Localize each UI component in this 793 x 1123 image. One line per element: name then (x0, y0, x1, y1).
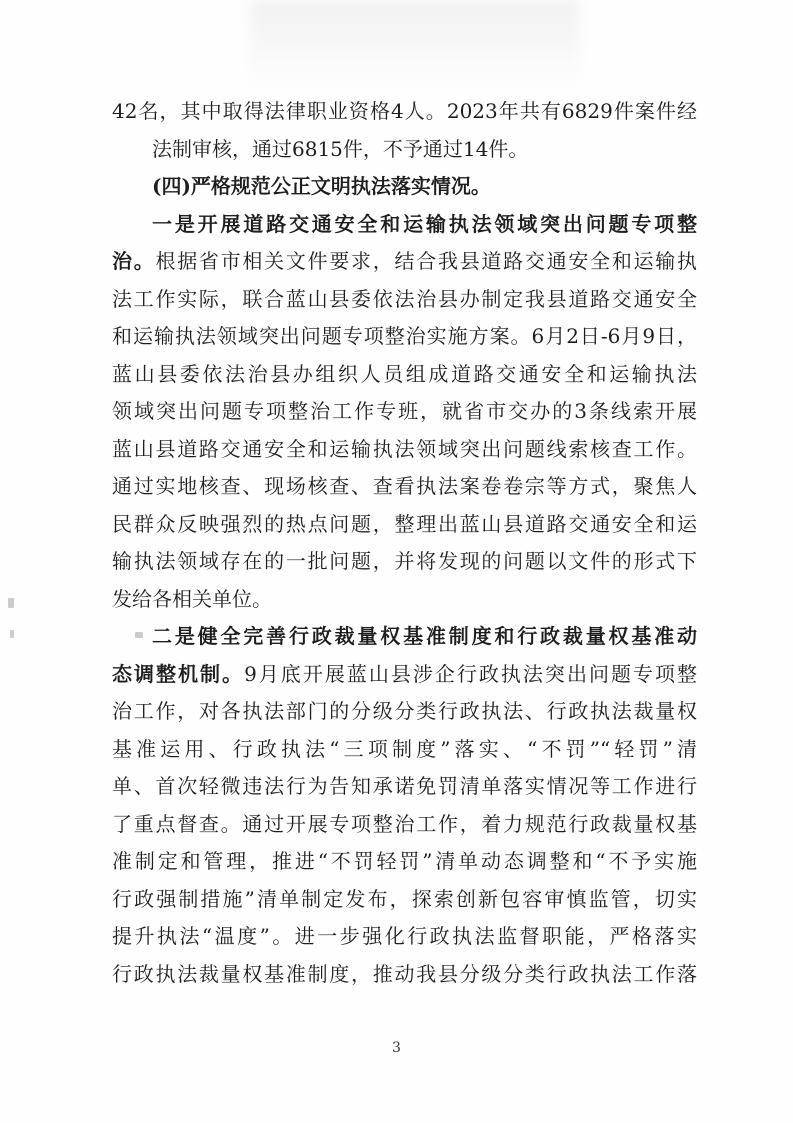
text-line: 和运输执法领域突出问题专项整治实施方案。6月2日-6月9日， (112, 324, 697, 348)
text-line: 提升执法“温度”。进一步强化行政执法监督职能，严格落实 (112, 924, 697, 948)
text-line: 法制审核，通过6815件，不予通过14件。 (152, 136, 529, 161)
text-line: 蓝山县委依法治县办组织人员组成道路交通安全和运输执法 (112, 361, 697, 386)
text-line: 蓝山县道路交通安全和运输执法领域突出问题线索核查工作。 (112, 436, 697, 461)
paragraph-lead: 治。 (112, 249, 156, 273)
text-line (112, 656, 697, 694)
text-line: 基准运用、行政执法“三项制度”落实、“不罚”“轻罚”清 (112, 736, 697, 761)
section-heading: (四)严格规范公正文明执法落实情况。 (152, 174, 491, 198)
scan-bleed-through (250, 0, 580, 90)
scan-speck (8, 598, 14, 608)
text-line: 行政强制措施”清单制定发布，探索创新包容审慎监管，切实 (112, 886, 697, 911)
text-line: 输执法领域存在的一批问题，并将发现的问题以文件的形式下 (112, 549, 697, 573)
text-line: 准制定和管理，推进“不罚轻罚”清单动态调整和“不予实施 (112, 849, 697, 873)
text-line: 领域突出问题专项整治工作专班，就省市交办的3条线索开展 (112, 399, 697, 423)
text-line: 单、首次轻微违法行为告知承诺免罚清单落实情况等工作进行 (112, 774, 697, 798)
text-line: 行政执法裁量权基准制度，推动我县分级分类行政执法工作落 (112, 961, 697, 986)
text-line-body: 根据省市相关文件要求，结合我县道路交通安全和运输执 (155, 249, 697, 273)
scan-speck (10, 630, 14, 638)
text-line: 治工作，对各执法部门的分级分类行政执法、行政执法裁量权 (112, 699, 697, 723)
text-line: 法工作实际，联合蓝山县委依法治县办制定我县道路交通安全 (112, 286, 697, 311)
text-line: 发给各相关单位。 (112, 586, 272, 611)
text-line: 了重点督查。通过开展专项整治工作，着力规范行政裁量权基 (112, 811, 697, 836)
paragraph-lead: 态调整机制。 (112, 661, 245, 686)
page-number: 3 (392, 1040, 401, 1056)
body-text (112, 93, 697, 993)
text-line (112, 243, 697, 281)
paragraph-lead: 一是开展道路交通安全和运输执法领域突出问题专项整 (152, 211, 697, 236)
text-line: 通过实地核查、现场核查、查看执法案卷卷宗等方式，聚焦人 (112, 474, 697, 498)
text-line-body: 9月底开展蓝山县涉企行政执法突出问题专项整 (244, 661, 697, 686)
text-line: 民群众反映强烈的热点问题，整理出蓝山县道路交通安全和运 (112, 511, 697, 536)
paragraph-lead: 二是健全完善行政裁量权基准制度和行政裁量权基准动 (152, 624, 697, 648)
text-line: 42名，其中取得法律职业资格4人。2023年共有6829件案件经 (112, 99, 697, 123)
